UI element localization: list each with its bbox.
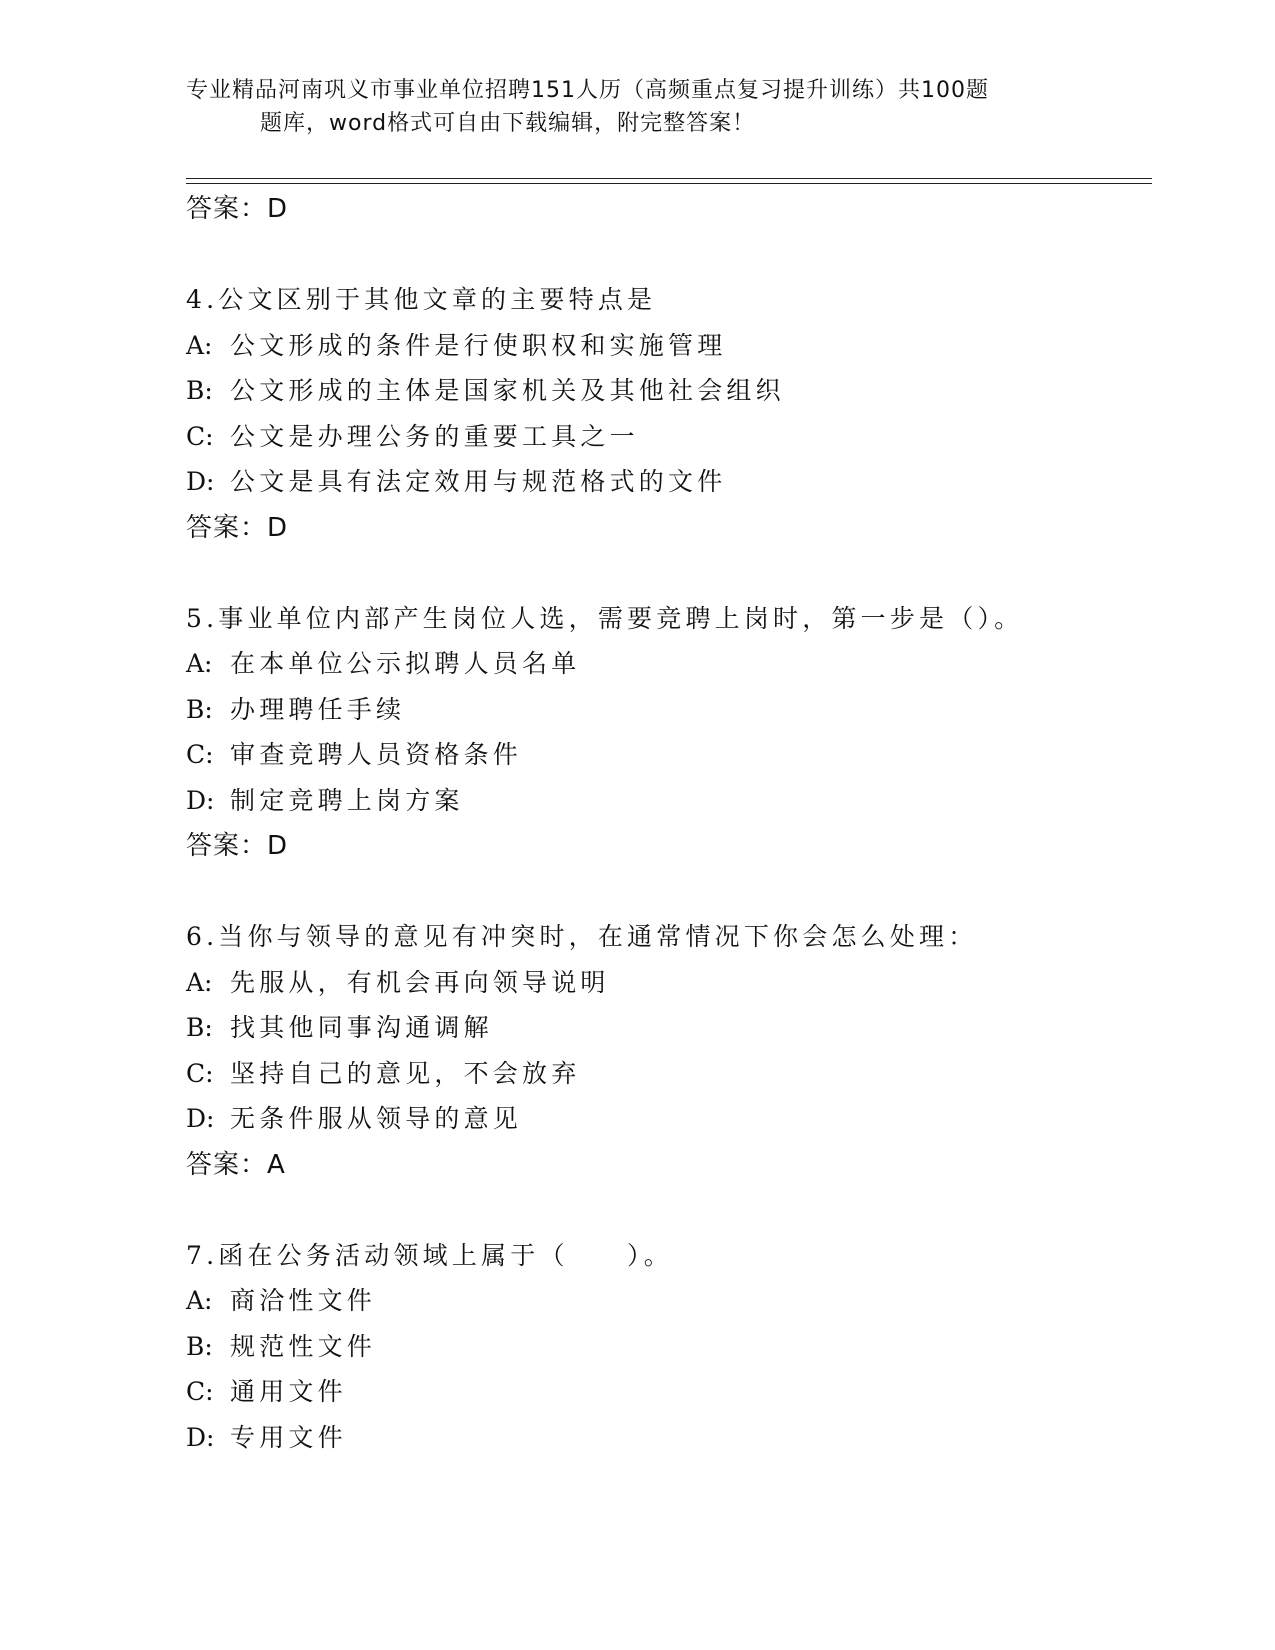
option-text: 公文是办理公务的重要工具之一 <box>230 421 639 451</box>
question-block <box>186 596 1152 870</box>
option-text: 公文形成的主体是国家机关及其他社会组织 <box>230 376 785 405</box>
answer-line: 答案：A <box>186 1149 286 1180</box>
option-d <box>186 778 1152 824</box>
option-text: 公文是具有法定效用与规范格式的文件 <box>230 467 727 496</box>
option-text: 规范性文件 <box>230 1331 377 1361</box>
question-block <box>186 1233 1152 1461</box>
previous-answer: 答案：D <box>186 194 289 224</box>
option-b <box>186 1005 1152 1051</box>
option-text: 坚持自己的意见，不会放弃 <box>230 1058 581 1088</box>
document-header <box>186 74 1106 140</box>
option-d <box>186 1415 1152 1461</box>
header-title-line-2: 题库，word格式可自由下载编辑，附完整答案！ <box>260 111 756 136</box>
option-text: 审查竞聘人员资格条件 <box>230 740 523 769</box>
option-text: 专用文件 <box>230 1422 347 1452</box>
option-label: B: <box>186 1013 213 1042</box>
header-divider-bottom <box>186 183 1152 184</box>
option-a <box>186 641 1152 687</box>
option-text: 通用文件 <box>230 1377 347 1406</box>
option-text: 先服从，有机会再向领导说明 <box>230 967 610 997</box>
option-c <box>186 414 1152 460</box>
option-b <box>186 368 1152 414</box>
option-text: 办理聘任手续 <box>230 694 406 724</box>
option-text: 商洽性文件 <box>230 1286 377 1315</box>
option-a <box>186 323 1152 369</box>
option-label: B: <box>186 694 213 724</box>
option-d <box>186 1096 1152 1142</box>
question-stem: 6.当你与领导的意见有冲突时，在通常情况下你会怎么处理： <box>186 922 978 951</box>
option-text: 找其他同事沟通调解 <box>230 1013 493 1042</box>
option-text: 无条件服从领导的意见 <box>230 1104 523 1133</box>
question-stem: 4.公文区别于其他文章的主要特点是 <box>186 285 657 314</box>
question-block <box>186 277 1152 551</box>
option-text: 在本单位公示拟聘人员名单 <box>230 649 581 678</box>
option-label: D: <box>186 1422 215 1452</box>
option-label: A: <box>186 967 213 997</box>
answer-line: 答案：D <box>186 831 289 861</box>
option-c <box>186 732 1152 778</box>
option-label: B: <box>186 376 213 405</box>
answer-line: 答案：D <box>186 512 289 543</box>
option-a <box>186 960 1152 1006</box>
option-label: C: <box>186 740 214 769</box>
option-c <box>186 1051 1152 1097</box>
option-label: C: <box>186 1058 214 1088</box>
option-label: A: <box>186 649 213 678</box>
option-label: A: <box>186 1286 213 1315</box>
question-list <box>186 186 1152 1460</box>
option-a <box>186 1278 1152 1324</box>
option-label: D: <box>186 1104 215 1133</box>
option-label: D: <box>186 467 215 496</box>
header-title-line-1: 专业精品河南巩义市事业单位招聘151人历（高频重点复习提升训练）共100题 <box>186 78 989 103</box>
question-block <box>186 914 1152 1188</box>
option-label: A: <box>186 330 213 360</box>
option-label: C: <box>186 421 214 451</box>
option-label: C: <box>186 1377 214 1406</box>
question-stem: 5.事业单位内部产生岗位人选，需要竞聘上岗时，第一步是（）。 <box>186 603 1024 633</box>
option-d <box>186 459 1152 505</box>
option-b <box>186 1324 1152 1370</box>
option-label: B: <box>186 1331 213 1361</box>
option-c <box>186 1369 1152 1415</box>
option-text: 制定竞聘上岗方案 <box>230 785 464 815</box>
header-divider-top <box>186 178 1152 179</box>
question-stem: 7.函在公务活动领域上属于（ ）。 <box>186 1240 673 1270</box>
option-text: 公文形成的条件是行使职权和实施管理 <box>230 330 727 360</box>
option-b <box>186 687 1152 733</box>
option-label: D: <box>186 785 215 815</box>
